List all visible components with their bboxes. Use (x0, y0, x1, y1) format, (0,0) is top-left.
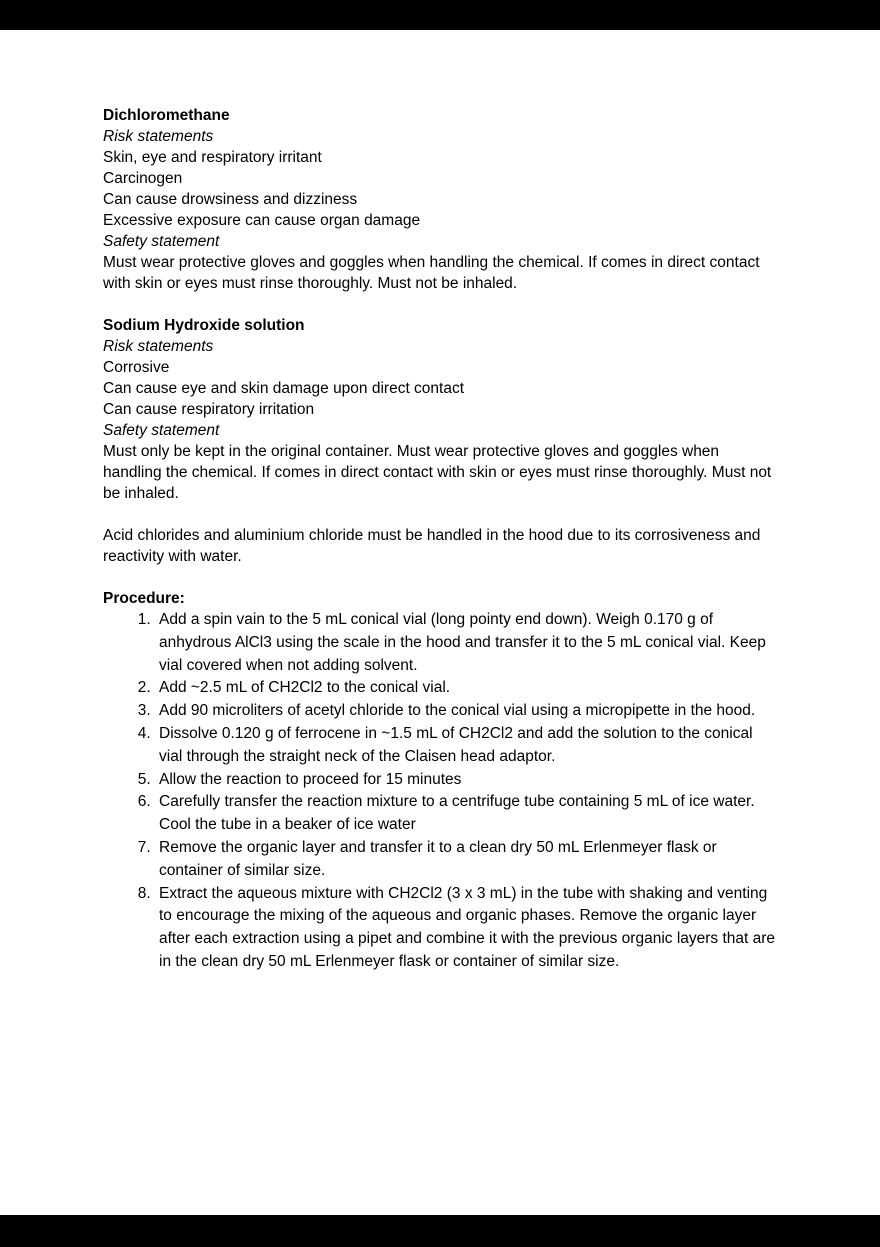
procedure-step: 1. Add a spin vain to the 5 mL conical vial (long pointy end down). Weigh 0.170 g of anhydrous AlCl3 using the scale in the hood and transfer it to the 5 mL conical vial. Keep vial covered when not adding solvent. (155, 609, 780, 677)
procedure-heading: Procedure: (103, 590, 185, 607)
risk-item: Excessive exposure can cause organ damage (103, 212, 421, 229)
document-page (0, 30, 880, 1215)
chemical-heading: Sodium Hydroxide solution (103, 317, 305, 334)
chemical-section-sodium-hydroxide (103, 315, 780, 504)
risk-item: Can cause eye and skin damage upon direct contact (103, 380, 465, 397)
risk-item: Can cause respiratory irritation (103, 401, 315, 418)
procedure-step: 2. Add ~2.5 mL of CH2Cl2 to the conical vial. (155, 677, 780, 700)
procedure-steps-list (103, 609, 780, 974)
risk-item: Can cause drowsiness and dizziness (103, 191, 358, 208)
risk-item: Carcinogen (103, 170, 183, 187)
safety-statement-label: Safety statement (103, 233, 220, 250)
procedure-step: 4. Dissolve 0.120 g of ferrocene in ~1.5 mL of CH2Cl2 and add the solution to the conical vial through the straight neck of the Claisen head adaptor. (155, 723, 780, 769)
chemical-section-dichloromethane (103, 105, 780, 294)
safety-statement-text: Must wear protective gloves and goggles when handling the chemical. If comes in direct contact with skin or eyes must rinse thoroughly. Must not be inhaled. (103, 254, 760, 292)
risk-statements-label: Risk statements (103, 128, 214, 145)
risk-statements-label: Risk statements (103, 338, 214, 355)
safety-statement-text: Must only be kept in the original container. Must wear protective gloves and goggles when handling the chemical. If comes in direct contact with skin or eyes must rinse thoroughly. Must not be inhaled. (103, 443, 772, 502)
letterbox-top (0, 0, 880, 30)
letterbox-bottom (0, 1215, 880, 1247)
procedure-step: 8. Extract the aqueous mixture with CH2Cl2 (3 x 3 mL) in the tube with shaking and venting to encourage the mixing of the aqueous and organic phases. Remove the organic layer after each extraction using a pipet and combine it with the previous organic layers that are in the clean dry 50 mL Erlenmeyer flask or container of similar size. (155, 883, 780, 974)
risk-item: Corrosive (103, 359, 170, 376)
risk-item: Skin, eye and respiratory irritant (103, 149, 322, 166)
handling-note: Acid chlorides and aluminium chloride must be handled in the hood due to its corrosiveness and reactivity with water. (103, 527, 761, 565)
procedure-step: 6. Carefully transfer the reaction mixture to a centrifuge tube containing 5 mL of ice water. Cool the tube in a beaker of ice water (155, 791, 780, 837)
chemical-heading: Dichloromethane (103, 107, 230, 124)
procedure-step: 5. Allow the reaction to proceed for 15 minutes (155, 769, 780, 792)
safety-statement-label: Safety statement (103, 422, 220, 439)
procedure-step: 3. Add 90 microliters of acetyl chloride to the conical vial using a micropipette in the hood. (155, 700, 780, 723)
procedure-step: 7. Remove the organic layer and transfer it to a clean dry 50 mL Erlenmeyer flask or container of similar size. (155, 837, 780, 883)
